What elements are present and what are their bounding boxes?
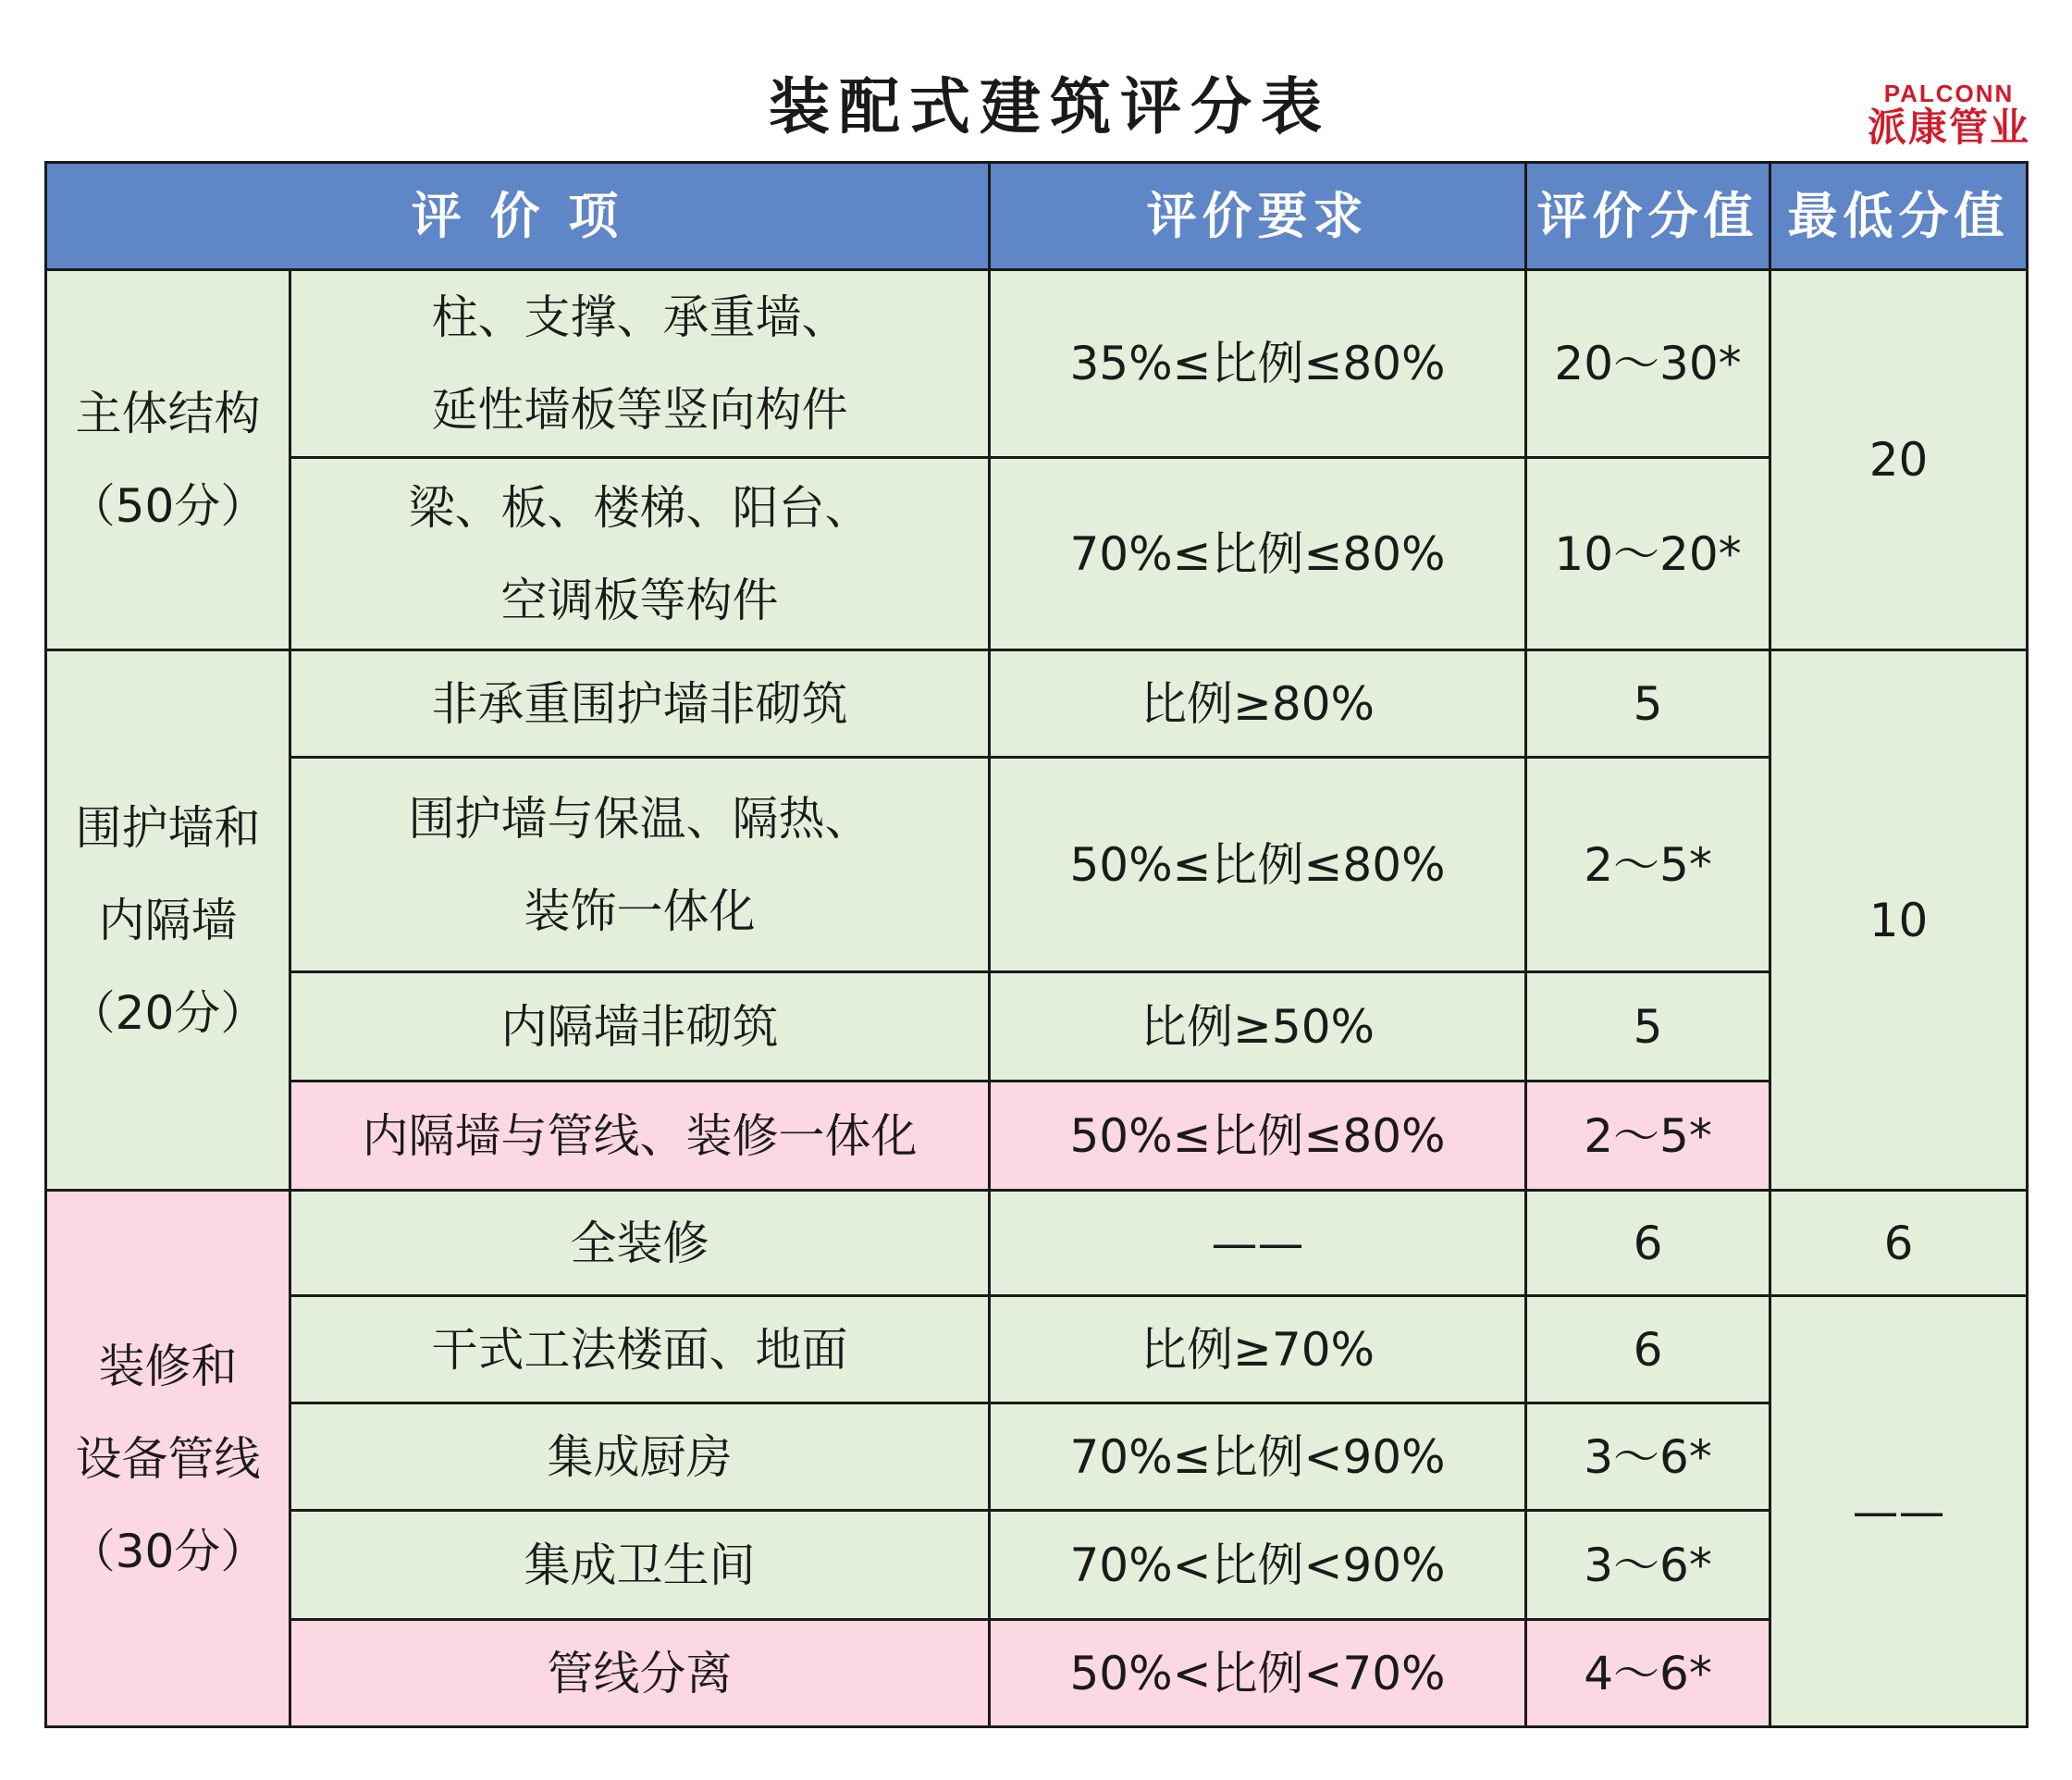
requirement-cell: 35%≤比例≤80%: [990, 270, 1526, 458]
table-row: [46, 1511, 2028, 1620]
logo-text-en: PALCONN: [1883, 80, 2015, 107]
table-row: [46, 270, 2028, 458]
requirement-cell: 70%≤比例≤80%: [990, 458, 1526, 650]
item-line: 围护墙与保温、隔热、: [408, 791, 871, 846]
brand-logo: [1861, 80, 2037, 148]
item-cell: 干式工法楼面、地面: [290, 1296, 990, 1403]
item-line: 梁、板、楼梯、阳台、: [408, 480, 871, 535]
score-cell: 2～5*: [1526, 758, 1770, 972]
score-table: [44, 161, 2029, 1728]
score-cell: 3～6*: [1526, 1403, 1770, 1511]
table-row: [46, 1296, 2028, 1403]
min-score-cell: 20: [1770, 270, 2028, 650]
min-score-cell: ——: [1770, 1296, 2028, 1727]
requirement-cell: 50%<比例<70%: [990, 1620, 1526, 1727]
score-cell: 5: [1526, 972, 1770, 1082]
item-line: 空调板等构件: [500, 573, 779, 627]
score-cell: 20～30*: [1526, 270, 1770, 458]
page-title: 装配式建筑评分表: [769, 71, 1331, 142]
item-cell: 全装修: [290, 1191, 990, 1296]
category-line: （20分）: [68, 985, 267, 1040]
header-item: 评 价 项: [46, 163, 990, 270]
category-line: 装修和: [98, 1339, 238, 1393]
item-cell: 内隔墙与管线、装修一体化: [290, 1082, 990, 1191]
header-score: 评价分值: [1526, 163, 1770, 270]
score-cell: 6: [1526, 1296, 1770, 1403]
requirement-cell: ——: [990, 1191, 1526, 1296]
item-cell: 集成卫生间: [290, 1511, 990, 1620]
score-cell: 10～20*: [1526, 458, 1770, 650]
score-cell: 4～6*: [1526, 1620, 1770, 1727]
category-decoration-pipelines: [46, 1191, 290, 1727]
min-score-cell: 10: [1770, 650, 2028, 1191]
item-cell: 管线分离: [290, 1620, 990, 1727]
header-requirement: 评价要求: [990, 163, 1526, 270]
table-row: [46, 1191, 2028, 1296]
score-cell: 3～6*: [1526, 1511, 1770, 1620]
requirement-cell: 70%≤比例<90%: [990, 1403, 1526, 1511]
item-line: 延性墙板等竖向构件: [431, 383, 848, 437]
item-cell: [290, 758, 990, 972]
score-cell: 2～5*: [1526, 1082, 1770, 1191]
min-score-cell: 6: [1770, 1191, 2028, 1296]
requirement-cell: 70%<比例<90%: [990, 1511, 1526, 1620]
item-cell: [290, 270, 990, 458]
category-line: 设备管线: [75, 1431, 261, 1486]
table-row: [46, 1082, 2028, 1191]
table-row: [46, 650, 2028, 758]
requirement-cell: 比例≥50%: [990, 972, 1526, 1082]
item-cell: 内隔墙非砌筑: [290, 972, 990, 1082]
category-line: 围护墙和: [75, 800, 261, 855]
item-cell: 集成厨房: [290, 1403, 990, 1511]
category-line: 主体结构: [75, 387, 261, 440]
score-cell: 5: [1526, 650, 1770, 758]
header-min-score: 最低分值: [1770, 163, 2028, 270]
table-row: [46, 458, 2028, 650]
item-line: 装饰一体化: [524, 884, 756, 938]
table-header-row: [46, 163, 2028, 270]
logo-text-cn: 派康管业: [1867, 105, 2030, 149]
table-row: [46, 1620, 2028, 1727]
category-line: （30分）: [68, 1524, 267, 1578]
score-cell: 6: [1526, 1191, 1770, 1296]
item-cell: [290, 458, 990, 650]
category-line: 内隔墙: [98, 893, 238, 947]
table-row: [46, 758, 2028, 972]
table-row: [46, 972, 2028, 1082]
item-cell: 非承重围护墙非砌筑: [290, 650, 990, 758]
requirement-cell: 50%≤比例≤80%: [990, 758, 1526, 972]
table-row: [46, 1403, 2028, 1511]
category-main-structure: [46, 270, 290, 650]
item-line: 柱、支撑、承重墙、: [431, 290, 848, 344]
requirement-cell: 50%≤比例≤80%: [990, 1082, 1526, 1191]
category-envelope-walls: [46, 650, 290, 1191]
category-line: （50分）: [68, 479, 267, 533]
requirement-cell: 比例≥70%: [990, 1296, 1526, 1403]
requirement-cell: 比例≥80%: [990, 650, 1526, 758]
